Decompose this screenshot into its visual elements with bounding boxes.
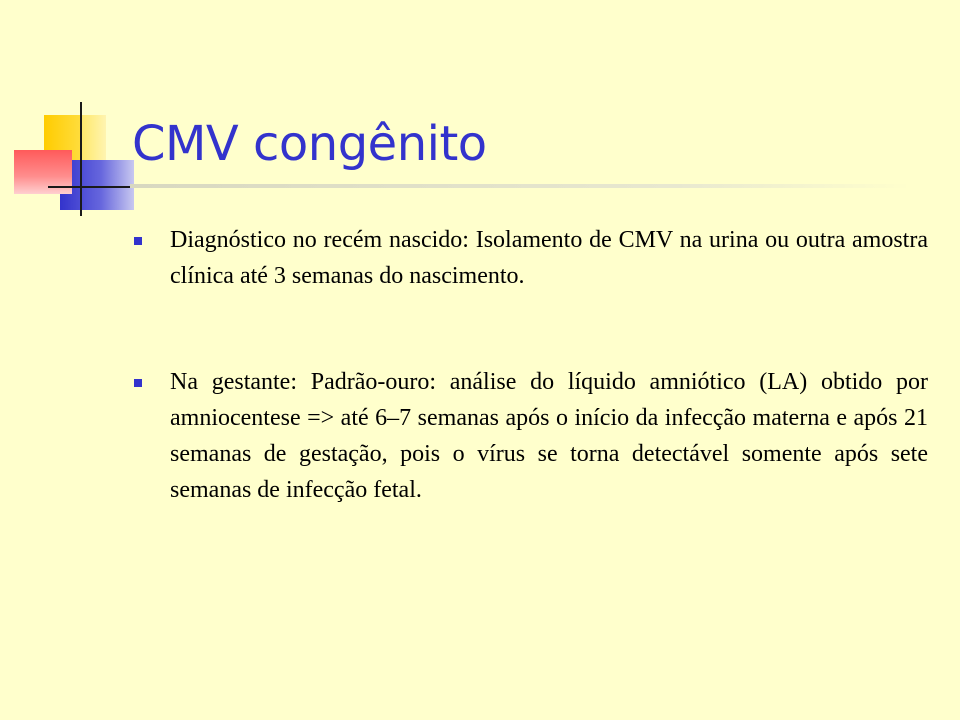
title-underline: [130, 184, 910, 188]
bullet-text: Diagnóstico no recém nascido: Isolamento de CMV na urina ou outra amostra clínica até 3 semanas do nascimento.: [170, 227, 928, 289]
bullet-square-icon: [134, 237, 142, 245]
logo-horizontal-line: [48, 186, 134, 188]
logo-vertical-line: [80, 102, 82, 216]
slide-title: CMV congênito: [132, 116, 487, 172]
bullet-square-icon: [134, 379, 142, 387]
bullet-text: Na gestante: Padrão-ouro: análise do líquido amniótico (LA) obtido por amniocentese => até 6–7 semanas após o início da infecção materna e após 21 semanas de gestação, pois o vírus se torna detectável somente após sete semanas de infecção fetal.: [170, 369, 928, 503]
